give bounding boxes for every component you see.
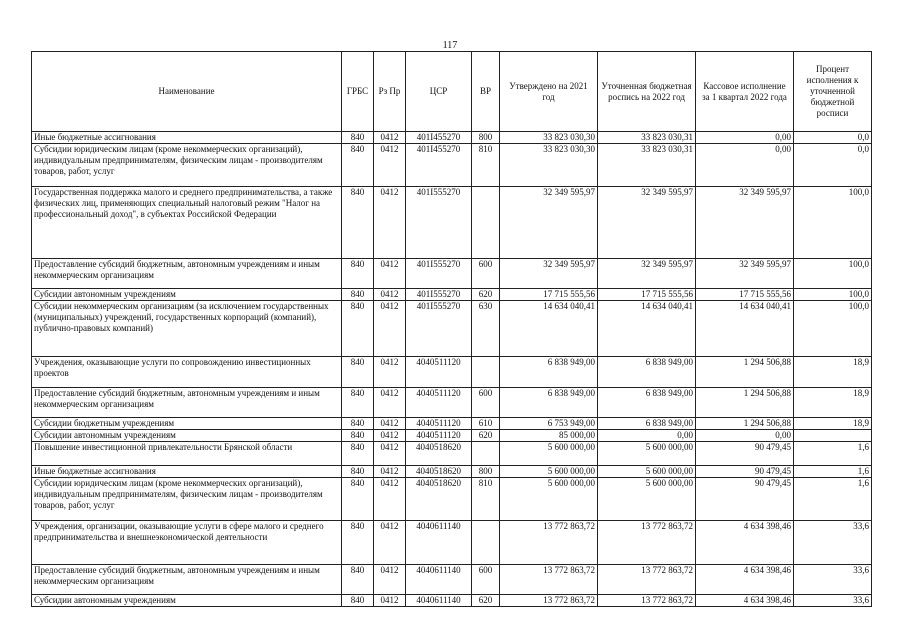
- row-csr-cell: 4040511120: [406, 357, 472, 388]
- row-approved-cell: 5 600 000,00: [500, 466, 598, 478]
- row-revised-cell: 6 838 949,00: [598, 357, 696, 388]
- row-rzpr-cell: 0412: [374, 132, 406, 144]
- row-percent-cell: 18,9: [794, 388, 872, 418]
- row-grbs-cell: 840: [342, 357, 374, 388]
- row-rzpr-cell: 0412: [374, 357, 406, 388]
- row-approved-cell: 33 823 030,30: [500, 144, 598, 187]
- table-body: [32, 132, 872, 607]
- row-revised-cell: 5 600 000,00: [598, 466, 696, 478]
- row-grbs-cell: 840: [342, 144, 374, 187]
- table-row: [32, 388, 872, 418]
- row-approved-cell: 13 772 863,72: [500, 521, 598, 565]
- row-rzpr-cell: 0412: [374, 289, 406, 301]
- row-name-cell: Повышение инвестиционной привлекательности Брянской области: [32, 442, 342, 466]
- row-name-cell: Предоставление субсидий бюджетным, автономным учреждениям и иным некоммерческим организациям: [32, 565, 342, 595]
- row-approved-cell: 6 753 949,00: [500, 418, 598, 430]
- row-cash-cell: 90 479,45: [696, 442, 794, 466]
- row-rzpr-cell: 0412: [374, 187, 406, 259]
- row-csr-cell: 401I555270: [406, 301, 472, 357]
- row-name-cell: Субсидии автономным учреждениям: [32, 289, 342, 301]
- row-grbs-cell: 840: [342, 388, 374, 418]
- row-csr-cell: 4040511120: [406, 388, 472, 418]
- row-cash-cell: 14 634 040,41: [696, 301, 794, 357]
- row-rzpr-cell: 0412: [374, 388, 406, 418]
- row-cash-cell: 90 479,45: [696, 478, 794, 521]
- row-revised-cell: 6 838 949,00: [598, 388, 696, 418]
- row-csr-cell: 4040511120: [406, 418, 472, 430]
- row-approved-cell: 17 715 555,56: [500, 289, 598, 301]
- row-name-cell: Субсидии юридическим лицам (кроме некоммерческих организаций), индивидуальным предпринимателям, физическим лицам - производителям товаров, работ, услуг: [32, 144, 342, 187]
- row-rzpr-cell: 0412: [374, 478, 406, 521]
- row-cash-cell: 32 349 595,97: [696, 259, 794, 289]
- table-row: [32, 132, 872, 144]
- row-cash-cell: 1 294 506,88: [696, 357, 794, 388]
- col-header-csr: ЦСР: [406, 52, 472, 132]
- row-approved-cell: 32 349 595,97: [500, 187, 598, 259]
- table-row: [32, 187, 872, 259]
- row-rzpr-cell: 0412: [374, 595, 406, 607]
- row-vr-cell: 600: [472, 259, 500, 289]
- row-cash-cell: 4 634 398,46: [696, 565, 794, 595]
- row-grbs-cell: 840: [342, 478, 374, 521]
- row-csr-cell: 401I455270: [406, 144, 472, 187]
- row-approved-cell: 14 634 040,41: [500, 301, 598, 357]
- col-header-percent: Процент исполнения к уточненной бюджетной росписи: [794, 52, 872, 132]
- row-rzpr-cell: 0412: [374, 466, 406, 478]
- row-vr-cell: 810: [472, 144, 500, 187]
- table-row: [32, 478, 872, 521]
- row-revised-cell: 32 349 595,97: [598, 187, 696, 259]
- row-percent-cell: 100,0: [794, 289, 872, 301]
- row-revised-cell: 14 634 040,41: [598, 301, 696, 357]
- row-vr-cell: 800: [472, 466, 500, 478]
- row-vr-cell: [472, 442, 500, 466]
- row-vr-cell: 810: [472, 478, 500, 521]
- row-name-cell: Субсидии автономным учреждениям: [32, 595, 342, 607]
- row-approved-cell: 5 600 000,00: [500, 442, 598, 466]
- row-csr-cell: 4040511120: [406, 430, 472, 442]
- row-name-cell: Предоставление субсидий бюджетным, автономным учреждениям и иным некоммерческим организациям: [32, 388, 342, 418]
- table-row: [32, 418, 872, 430]
- col-header-cash: Кассовое исполнение за 1 квартал 2022 года: [696, 52, 794, 132]
- row-cash-cell: 90 479,45: [696, 466, 794, 478]
- row-grbs-cell: 840: [342, 132, 374, 144]
- row-rzpr-cell: 0412: [374, 430, 406, 442]
- table-row: [32, 144, 872, 187]
- row-vr-cell: 610: [472, 418, 500, 430]
- row-revised-cell: 32 349 595,97: [598, 259, 696, 289]
- row-csr-cell: 4040518620: [406, 466, 472, 478]
- row-revised-cell: 5 600 000,00: [598, 442, 696, 466]
- table-row: [32, 595, 872, 607]
- row-csr-cell: 401I555270: [406, 187, 472, 259]
- row-grbs-cell: 840: [342, 301, 374, 357]
- col-header-rzpr: Рз Пр: [374, 52, 406, 132]
- table-row: [32, 442, 872, 466]
- row-vr-cell: 620: [472, 430, 500, 442]
- row-name-cell: Государственная поддержка малого и среднего предпринимательства, а также физических лиц, применяющих специальный налоговый режим "Налог на профессиональный доход", в субъектах Российской Федерации: [32, 187, 342, 259]
- row-csr-cell: 401I455270: [406, 132, 472, 144]
- row-name-cell: Субсидии автономным учреждениям: [32, 430, 342, 442]
- row-name-cell: Учреждения, организации, оказывающие услуги в сфере малого и среднего предпринимательства и внешнеэкономической деятельности: [32, 521, 342, 565]
- row-approved-cell: 33 823 030,30: [500, 132, 598, 144]
- table-row: [32, 466, 872, 478]
- row-rzpr-cell: 0412: [374, 301, 406, 357]
- table-header-row: [32, 52, 872, 132]
- row-revised-cell: 13 772 863,72: [598, 521, 696, 565]
- row-cash-cell: 4 634 398,46: [696, 521, 794, 565]
- row-grbs-cell: 840: [342, 565, 374, 595]
- row-vr-cell: 630: [472, 301, 500, 357]
- row-grbs-cell: 840: [342, 259, 374, 289]
- row-grbs-cell: 840: [342, 187, 374, 259]
- row-vr-cell: [472, 357, 500, 388]
- row-csr-cell: 4040611140: [406, 565, 472, 595]
- page-number: 117: [442, 40, 458, 51]
- row-rzpr-cell: 0412: [374, 259, 406, 289]
- row-percent-cell: 33,6: [794, 595, 872, 607]
- row-approved-cell: 13 772 863,72: [500, 565, 598, 595]
- row-percent-cell: 1,6: [794, 466, 872, 478]
- table-row: [32, 259, 872, 289]
- table-row: [32, 357, 872, 388]
- row-name-cell: Субсидии юридическим лицам (кроме некоммерческих организаций), индивидуальным предпринимателям, физическим лицам - производителям товаров, работ, услуг: [32, 478, 342, 521]
- row-percent-cell: 100,0: [794, 259, 872, 289]
- row-approved-cell: 6 838 949,00: [500, 357, 598, 388]
- row-name-cell: Иные бюджетные ассигнования: [32, 466, 342, 478]
- row-approved-cell: 13 772 863,72: [500, 595, 598, 607]
- row-revised-cell: 13 772 863,72: [598, 565, 696, 595]
- row-cash-cell: 32 349 595,97: [696, 187, 794, 259]
- row-grbs-cell: 840: [342, 418, 374, 430]
- row-rzpr-cell: 0412: [374, 442, 406, 466]
- row-csr-cell: 4040611140: [406, 595, 472, 607]
- row-name-cell: Предоставление субсидий бюджетным, автономным учреждениям и иным некоммерческим организациям: [32, 259, 342, 289]
- row-percent-cell: 1,6: [794, 442, 872, 466]
- col-header-name: Наименование: [32, 52, 342, 132]
- table-row: [32, 430, 872, 442]
- row-vr-cell: [472, 521, 500, 565]
- row-cash-cell: 17 715 555,56: [696, 289, 794, 301]
- row-grbs-cell: 840: [342, 521, 374, 565]
- row-cash-cell: 0,00: [696, 132, 794, 144]
- row-rzpr-cell: 0412: [374, 144, 406, 187]
- row-percent-cell: [794, 430, 872, 442]
- row-cash-cell: 1 294 506,88: [696, 388, 794, 418]
- row-vr-cell: 620: [472, 289, 500, 301]
- row-cash-cell: 1 294 506,88: [696, 418, 794, 430]
- row-csr-cell: 4040518620: [406, 478, 472, 521]
- row-revised-cell: 13 772 863,72: [598, 595, 696, 607]
- row-csr-cell: 401I555270: [406, 289, 472, 301]
- row-percent-cell: 33,6: [794, 521, 872, 565]
- row-grbs-cell: 840: [342, 289, 374, 301]
- row-grbs-cell: 840: [342, 466, 374, 478]
- row-cash-cell: 4 634 398,46: [696, 595, 794, 607]
- row-cash-cell: 0,00: [696, 144, 794, 187]
- table-row: [32, 301, 872, 357]
- row-percent-cell: 33,6: [794, 565, 872, 595]
- table-row: [32, 289, 872, 301]
- row-revised-cell: 5 600 000,00: [598, 478, 696, 521]
- row-vr-cell: 600: [472, 565, 500, 595]
- row-revised-cell: 17 715 555,56: [598, 289, 696, 301]
- col-header-revised: Уточненная бюджетная роспись на 2022 год: [598, 52, 696, 132]
- row-revised-cell: 0,00: [598, 430, 696, 442]
- row-percent-cell: 18,9: [794, 357, 872, 388]
- row-grbs-cell: 840: [342, 442, 374, 466]
- row-grbs-cell: 840: [342, 595, 374, 607]
- row-name-cell: Учреждения, оказывающие услуги по сопровождению инвестиционных проектов: [32, 357, 342, 388]
- row-rzpr-cell: 0412: [374, 418, 406, 430]
- row-name-cell: Субсидии некоммерческим организациям (за исключением государственных (муниципальных) учреждений, государственных корпораций (компаний), публично-правовых компаний): [32, 301, 342, 357]
- row-approved-cell: 6 838 949,00: [500, 388, 598, 418]
- row-vr-cell: 800: [472, 132, 500, 144]
- row-csr-cell: 4040611140: [406, 521, 472, 565]
- col-header-vr: ВР: [472, 52, 500, 132]
- col-header-grbs: ГРБС: [342, 52, 374, 132]
- row-csr-cell: 401I555270: [406, 259, 472, 289]
- row-percent-cell: 0,0: [794, 132, 872, 144]
- col-header-approved: Утверждено на 2021 год: [500, 52, 598, 132]
- row-rzpr-cell: 0412: [374, 565, 406, 595]
- row-approved-cell: 85 000,00: [500, 430, 598, 442]
- row-percent-cell: 18,9: [794, 418, 872, 430]
- row-rzpr-cell: 0412: [374, 521, 406, 565]
- row-name-cell: Субсидии бюджетным учреждениям: [32, 418, 342, 430]
- row-approved-cell: 32 349 595,97: [500, 259, 598, 289]
- table-row: [32, 521, 872, 565]
- row-revised-cell: 33 823 030,31: [598, 132, 696, 144]
- row-percent-cell: 0,0: [794, 144, 872, 187]
- row-revised-cell: 33 823 030,31: [598, 144, 696, 187]
- row-name-cell: Иные бюджетные ассигнования: [32, 132, 342, 144]
- table-row: [32, 565, 872, 595]
- row-percent-cell: 1,6: [794, 478, 872, 521]
- row-cash-cell: 0,00: [696, 430, 794, 442]
- row-vr-cell: [472, 187, 500, 259]
- row-csr-cell: 4040518620: [406, 442, 472, 466]
- row-vr-cell: 620: [472, 595, 500, 607]
- row-revised-cell: 6 838 949,00: [598, 418, 696, 430]
- row-percent-cell: 100,0: [794, 301, 872, 357]
- row-vr-cell: 600: [472, 388, 500, 418]
- budget-table: [31, 51, 872, 607]
- row-grbs-cell: 840: [342, 430, 374, 442]
- row-percent-cell: 100,0: [794, 187, 872, 259]
- row-approved-cell: 5 600 000,00: [500, 478, 598, 521]
